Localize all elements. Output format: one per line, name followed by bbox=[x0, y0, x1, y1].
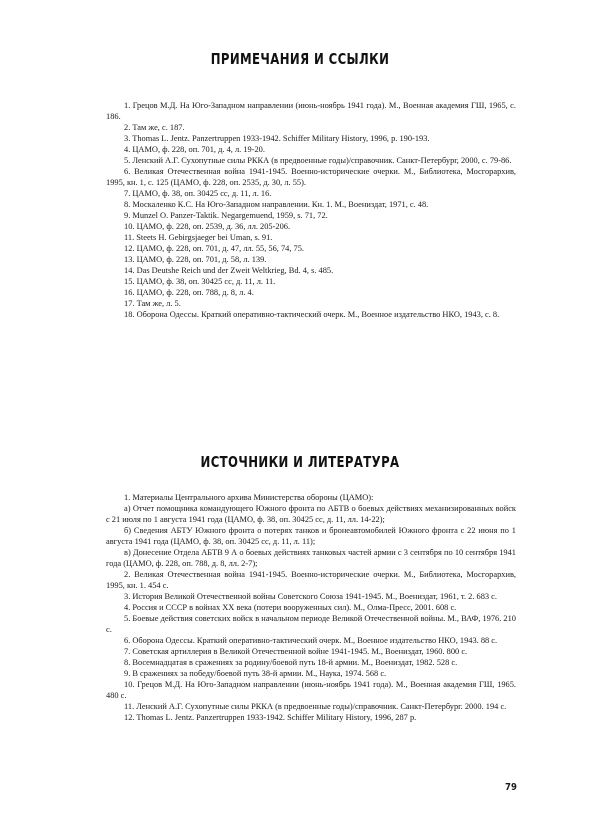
source-item: 3. История Великой Отечественной войны Советского Союза 1941-1945. М., Воениздат, 1961, т. 2. 683 с. bbox=[124, 592, 497, 601]
notes-list bbox=[106, 100, 516, 320]
source-item: 12. Thomas L. Jentz. Panzertruppen 1933-1942. Schiffer Military History, 1996, 287 p. bbox=[124, 713, 417, 722]
note-item: 11. Steets H. Gebirgsjaeger bei Uman, s. 91. bbox=[124, 233, 273, 242]
note-item: 5. Ленский А.Г. Сухопутные силы РККА (в предвоенные годы)/справочник. Санкт-Петербург, 2000, с. 79-86. bbox=[124, 156, 512, 165]
note-item: 1. Грецов М.Д. На Юго-Западном направлении (июнь-ноябрь 1941 года). М., Военная академия ГШ, 1965, с. 186. bbox=[106, 101, 516, 121]
source-item: 11. Ленский А.Г. Сухопутные силы РККА (в предвоенные годы)/справочник. Санкт-Петербург. 2000. 194 с. bbox=[124, 702, 507, 711]
source-item: 5. Боевые действия советских войск в начальном периоде Великой Отечественной войны. М., ВАФ, 1976. 210 с. bbox=[106, 614, 516, 634]
note-item: 12. ЦАМО, ф. 228, оп. 701, д. 47, лл. 55, 56, 74, 75. bbox=[124, 244, 305, 253]
source-item: б) Сведения АБТУ Южного фронта о потерях танков и бронеавтомобилей Южного фронта с 22 июня по 1 августа 1941 года (ЦАМО, ф. 38, оп. 30425 сс, д. 11, л. 11); bbox=[106, 526, 516, 546]
source-item: 2. Великая Отечественная война 1941-1945. Военно-исторические очерки. М., Библиотека, Мосгорархив, 1995, кн. 1. 454 с. bbox=[106, 570, 516, 590]
source-item: а) Отчет помощника командующего Южного фронта по АБТВ о боевых действиях механизированных войск с 21 июля по 1 августа 1941 года (ЦАМО, ф. 38, оп. 30425 сс, д. 11, лл. 14-22); bbox=[106, 504, 516, 524]
source-item: 9. В сражениях за победу/боевой путь 38-й армии. М., Наука, 1974. 568 с. bbox=[124, 669, 387, 678]
note-item: 18. Оборона Одессы. Краткий оперативно-тактический очерк. М., Военное издательство НКО, 1943, с. 8. bbox=[124, 310, 500, 319]
notes-heading: ПРИМЕЧАНИЯ И ССЫЛКИ bbox=[210, 50, 390, 68]
source-item: 8. Восемнадцатая в сражениях за родину/боевой путь 18-й армии. М., Воениздат, 1982. 528 с. bbox=[124, 658, 458, 667]
source-item: в) Донесение Отдела АБТВ 9 А о боевых действиях танковых частей армии с 3 сентября по 10 сентября 1941 года (ЦАМО, ф. 228, оп. 788, д. 8, лл. 2-7); bbox=[106, 548, 516, 568]
note-item: 2. Там же, с. 187. bbox=[124, 123, 185, 132]
sources-heading: ИСТОЧНИКИ И ЛИТЕРАТУРА bbox=[200, 453, 400, 471]
note-item: 16. ЦАМО, ф. 228, оп. 788, д. 8, л. 4. bbox=[124, 288, 254, 297]
page-number: 79 bbox=[505, 782, 517, 793]
note-item: 3. Thomas L. Jentz. Panzertruppen 1933-1942. Schiffer Military History, 1996, p. 190-193. bbox=[124, 134, 430, 143]
source-item: 4. Россия и СССР в войнах XX века (потери вооруженных сил). М., Олма-Пресс, 2001. 608 с. bbox=[124, 603, 457, 612]
note-item: 4. ЦАМО, ф. 228, оп. 701, д. 4, л. 19-20. bbox=[124, 145, 265, 154]
source-item: 6. Оборона Одессы. Краткий оперативно-тактический очерк. М., Военное издательство НКО, 1943. 88 с. bbox=[124, 636, 498, 645]
note-item: 6. Великая Отечественная война 1941-1945. Военно-исторические очерки. М., Библиотека, Мосгорархив, 1995, кн. 1, с. 125 (ЦАМО, ф. 228, оп. 2535, д. 30, л. 55). bbox=[106, 167, 516, 187]
sources-list bbox=[106, 492, 516, 723]
note-item: 7. ЦАМО, ф. 38, оп. 30425 сс, д. 11, л. 16. bbox=[124, 189, 272, 198]
note-item: 10. ЦАМО, ф. 228, оп. 2539, д. 36, лл. 205-206. bbox=[124, 222, 291, 231]
note-item: 14. Das Deutshe Reich und der Zweit Weltkrieg, Bd. 4, s. 485. bbox=[124, 266, 334, 275]
source-item: 10. Грецов М.Д. На Юго-Западном направлении (июнь-ноябрь 1941 года). М., Военная академия ГШ, 1965. 480 с. bbox=[106, 680, 516, 700]
source-item: 1. Материалы Центрального архива Министерства обороны (ЦАМО): bbox=[124, 493, 374, 502]
note-item: 17. Там же, л. 5. bbox=[124, 299, 181, 308]
source-item: 7. Советская артиллерия в Великой Отечественной войне 1941-1945. М., Воениздат, 1960. 800 с. bbox=[124, 647, 468, 656]
note-item: 9. Munzel O. Panzer-Taktik. Negargemuend, 1959, s. 71, 72. bbox=[124, 211, 328, 220]
note-item: 8. Москаленко К.С. На Юго-Западном направлении. Кн. 1. М., Воениздат, 1971, с. 48. bbox=[124, 200, 429, 209]
note-item: 15. ЦАМО, ф. 38, оп. 30425 сс, д. 11, л. 11. bbox=[124, 277, 276, 286]
note-item: 13. ЦАМО, ф. 228, оп. 701, д. 58, л. 139. bbox=[124, 255, 267, 264]
